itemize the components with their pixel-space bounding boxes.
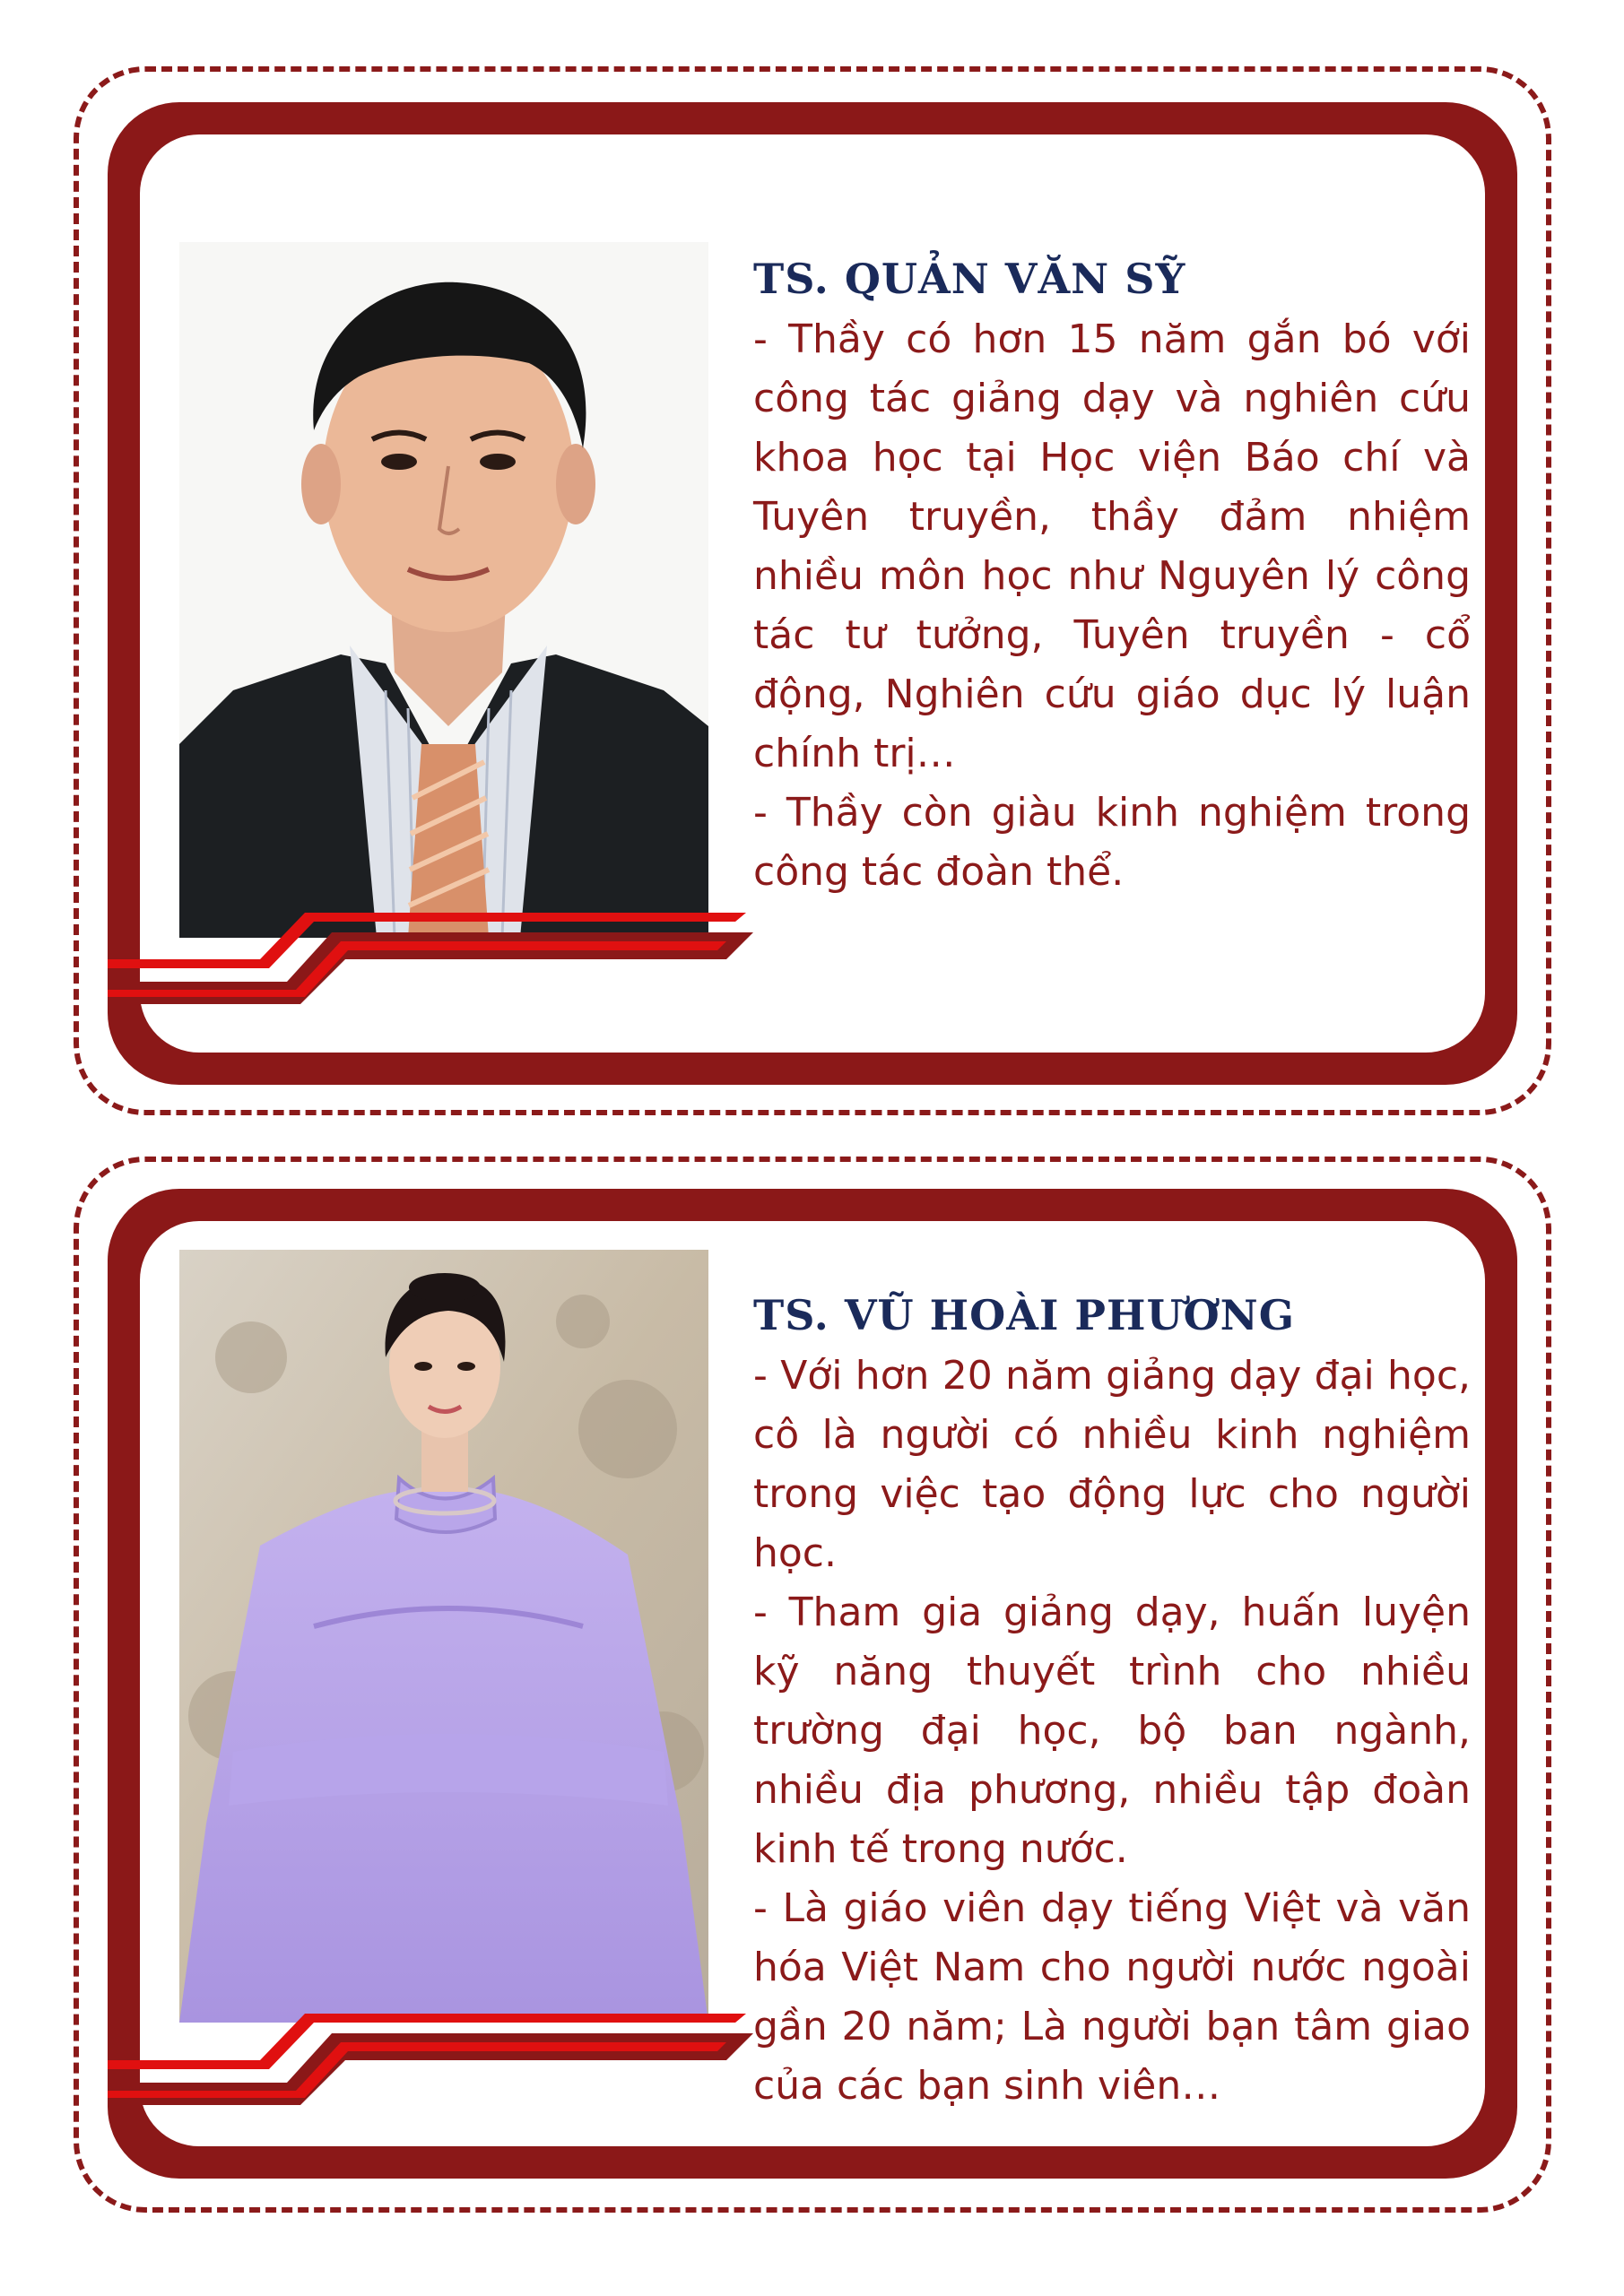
bio-paragraph: - Với hơn 20 năm giảng dạy đại học, cô là người có nhiều kinh nghiệm trong việc tạo động lực cho người học. [753,1353,1471,1576]
red-accent-stripes-1 [108,897,753,1004]
person-name-1: TS. QUẢN VĂN SỸ [753,255,1186,303]
person-name-2: TS. VŨ HOÀI PHƯƠNG [753,1291,1295,1339]
bio-paragraph: - Thầy có hơn 15 năm gắn bó với công tác giảng dạy và nghiên cứu khoa học tại Học viện Báo chí và Tuyên truyền, thầy đảm nhiệm nhiều môn học như Nguyên lý công tác tư tưởng, Tuyên truyền - cổ động, Nghiên cứu giáo dục lý luận chính trị… [753,316,1471,776]
bio-paragraph: - Thầy còn giàu kinh nghiệm trong công tác đoàn thể. [753,790,1471,895]
red-accent-stripes-2 [108,1997,753,2105]
bio-paragraph: - Tham gia giảng dạy, huấn luyện kỹ năng thuyết trình cho nhiều trường đại học, bộ ban ngành, nhiều địa phương, nhiều tập đoàn kinh tế trong nước. [753,1590,1471,1872]
portrait-photo-2 [179,1250,708,2023]
portrait-photo-1 [179,242,708,938]
bio-paragraph: - Là giáo viên dạy tiếng Việt và văn hóa Việt Nam cho người nước ngoài gần 20 năm; Là người bạn tâm giao của các bạn sinh viên… [753,1885,1471,2109]
card-2-text [753,1291,1471,2116]
card-1-text [753,255,1471,902]
